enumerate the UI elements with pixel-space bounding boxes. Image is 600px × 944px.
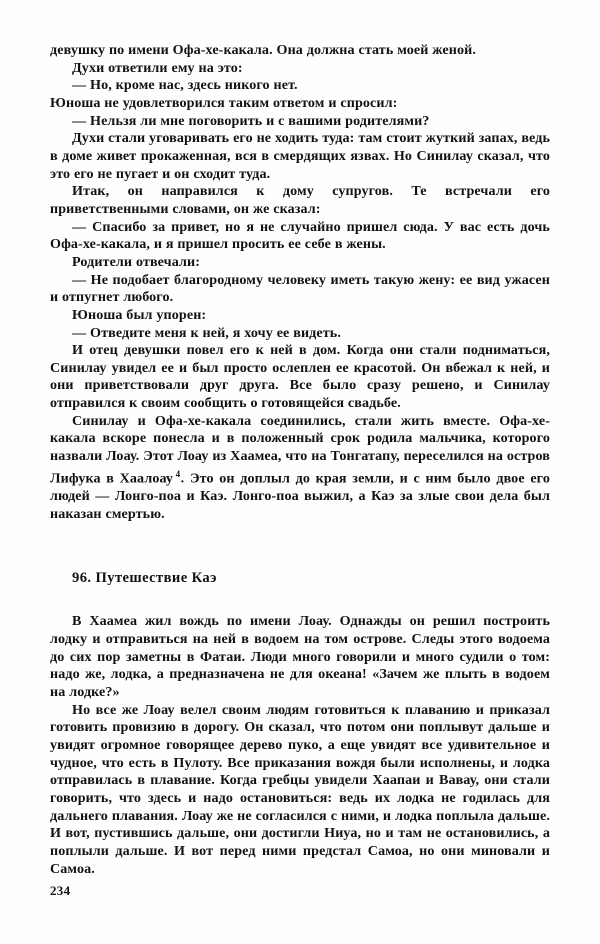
- paragraph: Духи ответили ему на это:: [72, 59, 243, 76]
- paragraph: Юноша не удовлетворился таким ответом и спросил:: [50, 94, 398, 111]
- paragraph-dialogue: — Нельзя ли мне поговорить и с вашими родителями?: [72, 112, 430, 129]
- paragraph-text-after-footnote: . Это он доплыл до края земли, и с ним было двое его людей — Лонго-поа и Каэ. Лонго-поа выжил, а Каэ за злые свои дела был наказан смертью.: [50, 470, 550, 522]
- paragraph: Но все же Лоау велел своим людям готовиться к плаванию и приказал готовить провизию в дорогу. Он сказал, что потом они поплывут дальше и увидят огромное говорящее дерево пуко, а еще увидят все удивительное и чудное, что есть в Пулоту. Все приказания вождя были исполнены, и лодка отправилась в плавание. Когда гребцы увидели Хаапаи и Вавау, они стали говорить, что здесь и надо остановиться: ведь их лодка не годилась для дальнего плавания. Лоау же не согласился с ними, и лодка поплыла дальше. И вот, пустившись дальше, они достигли Ниуа, но и там не остановились, а поплыли дальше. И вот перед ними предстал Самоа, но они миновали и Самоа.: [50, 701, 550, 877]
- paragraph-with-footnote: [50, 413, 550, 524]
- paragraph: В Хаамеа жил вождь по имени Лоау. Однажды он решил построить лодку и отправиться на ней в водоем на том острове. Следы этого водоема до сих пор заметны в Фатаи. Люди много говорили и много судили о том: надо же, лодка, а предназначена не для океана! «Зачем же плыть в водоем на лодке?»: [50, 613, 550, 701]
- footnote-reference-marker[interactable]: 4: [175, 468, 181, 479]
- heading-spacer-below: [50, 587, 550, 613]
- text-column: [50, 42, 550, 878]
- paragraph-dialogue: — Спасибо за привет, но я не случайно пришел сюда. У вас есть дочь Офа-хе-какала, и я пришел просить ее себе в жены.: [50, 218, 550, 253]
- page-number: 234: [50, 883, 71, 898]
- paragraph: Юноша был упорен:: [72, 306, 207, 323]
- section-heading: 96. Путешествие Каэ: [72, 570, 217, 587]
- paragraph-dialogue: — Отведите меня к ней, я хочу ее видеть.: [72, 324, 341, 341]
- paragraph-dialogue: — Но, кроме нас, здесь никого нет.: [72, 77, 298, 94]
- paragraph-text-before-footnote: Синилау и Офа-хе-какала соединились, стали жить вместе. Офа-хе-какала вскоре понесла и в положенный срок родила мальчика, которого назвали Лоау. Этот Лоау из Хаамеа, что на Тонгатапу, переселился на остров Лифука в Хаалоау: [50, 412, 550, 487]
- paragraph-dialogue: — Не подобает благородному человеку иметь такую жену: ее вид ужасен и отпугнет любого.: [50, 271, 550, 306]
- heading-spacer-above: [50, 523, 550, 569]
- paragraph: Итак, он направился к дому супругов. Те встречали его приветственными словами, он же сказал:: [50, 183, 550, 217]
- paragraph: И отец девушки повел его к ней в дом. Когда они стали подниматься, Синилау увидел ее и был просто ослеплен ее красотой. Он вбежал к ней, и они приветствовали друг друга. Все было сразу решено, и Синилау отправился к своим сообщить о готовящейся свадьбе.: [50, 342, 550, 412]
- paragraph: Духи стали уговаривать его не ходить туда: там стоит жуткий запах, ведь в доме живет прокаженная, вся в смердящих язвах. Но Синилау сказал, что это его не пугает и он сходит туда.: [50, 130, 550, 182]
- paragraph: Родители отвечали:: [72, 253, 201, 270]
- paragraph: девушку по имени Офа-хе-какала. Она должна стать моей женой.: [50, 42, 476, 58]
